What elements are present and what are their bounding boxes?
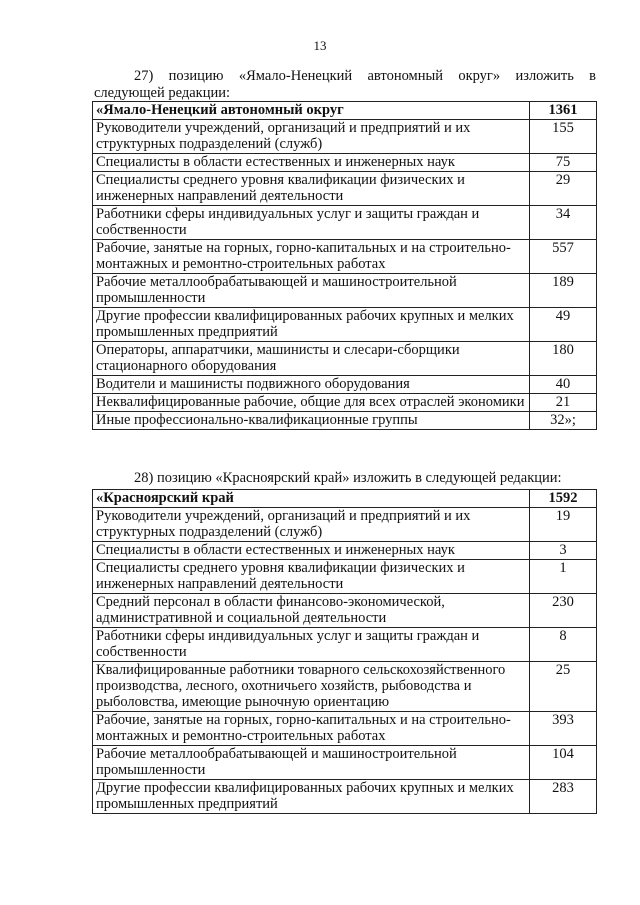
region-name: «Ямало-Ненецкий автономный округ [93, 102, 530, 120]
row-label: Рабочие металлообрабатывающей и машиностроительной промышленности [93, 746, 530, 780]
row-label: Другие профессии квалифицированных рабочих крупных и мелких промышленных предприятий [93, 308, 530, 342]
row-value: 393 [530, 712, 597, 746]
table-row [93, 560, 597, 594]
table-row [93, 308, 597, 342]
table-row [93, 206, 597, 240]
table-row [93, 240, 597, 274]
row-value: 29 [530, 172, 597, 206]
table-row [93, 376, 597, 394]
row-label: Неквалифицированные рабочие, общие для всех отраслей экономики [93, 394, 530, 412]
table-yamal [92, 101, 597, 430]
table-row [93, 712, 597, 746]
row-label: Рабочие металлообрабатывающей и машиностроительной промышленности [93, 274, 530, 308]
row-value: 25 [530, 662, 597, 712]
table-row [93, 542, 597, 560]
section-27-intro: 27) позицию «Ямало-Ненецкий автономный округ» изложить в следующей редакции: [94, 68, 596, 101]
row-label: Руководители учреждений, организаций и предприятий и их структурных подразделений (служб) [93, 508, 530, 542]
row-value: 32»; [530, 412, 597, 430]
table-row [93, 594, 597, 628]
table-row [93, 628, 597, 662]
row-value: 75 [530, 154, 597, 172]
row-value: 3 [530, 542, 597, 560]
row-value: 180 [530, 342, 597, 376]
table-row [93, 780, 597, 814]
table-row [93, 412, 597, 430]
table-row [93, 394, 597, 412]
table-row [93, 662, 597, 712]
region-name: «Красноярский край [93, 490, 530, 508]
region-total: 1592 [530, 490, 597, 508]
row-value: 557 [530, 240, 597, 274]
row-label: Операторы, аппаратчики, машинисты и слесари-сборщики стационарного оборудования [93, 342, 530, 376]
row-label: Специалисты в области естественных и инженерных наук [93, 542, 530, 560]
row-value: 8 [530, 628, 597, 662]
row-value: 230 [530, 594, 597, 628]
row-value: 21 [530, 394, 597, 412]
row-value: 49 [530, 308, 597, 342]
row-value: 34 [530, 206, 597, 240]
row-label: Рабочие, занятые на горных, горно-капитальных и на строительно-монтажных и ремонтно-строительных работах [93, 240, 530, 274]
row-value: 104 [530, 746, 597, 780]
row-value: 155 [530, 120, 597, 154]
row-label: Работники сферы индивидуальных услуг и защиты граждан и собственности [93, 628, 530, 662]
table-row [93, 154, 597, 172]
page-number: 13 [313, 38, 327, 53]
row-label: Специалисты среднего уровня квалификации физических и инженерных направлений деятельности [93, 172, 530, 206]
table-row [93, 172, 597, 206]
row-label: Специалисты в области естественных и инженерных наук [93, 154, 530, 172]
row-label: Рабочие, занятые на горных, горно-капитальных и на строительно-монтажных и ремонтно-строительных работах [93, 712, 530, 746]
row-label: Иные профессионально-квалификационные группы [93, 412, 530, 430]
section-28-intro: 28) позицию «Красноярский край» изложить в следующей редакции: [134, 470, 562, 486]
table-header-row [93, 490, 597, 508]
row-value: 1 [530, 560, 597, 594]
row-label: Другие профессии квалифицированных рабочих крупных и мелких промышленных предприятий [93, 780, 530, 814]
table-row [93, 746, 597, 780]
row-label: Специалисты среднего уровня квалификации физических и инженерных направлений деятельности [93, 560, 530, 594]
row-label: Работники сферы индивидуальных услуг и защиты граждан и собственности [93, 206, 530, 240]
table-header-row [93, 102, 597, 120]
table-row [93, 120, 597, 154]
row-label: Руководители учреждений, организаций и предприятий и их структурных подразделений (служб) [93, 120, 530, 154]
table-krasnoyarsk [92, 489, 597, 814]
row-label: Средний персонал в области финансово-экономической, административной и социальной деятельности [93, 594, 530, 628]
row-label: Водители и машинисты подвижного оборудования [93, 376, 530, 394]
row-value: 19 [530, 508, 597, 542]
table-row [93, 274, 597, 308]
row-value: 40 [530, 376, 597, 394]
region-total: 1361 [530, 102, 597, 120]
row-label: Квалифицированные работники товарного сельскохозяйственного производства, лесного, охотничьего хозяйств, рыбоводства и рыболовства, имеющие рыночную ориентацию [93, 662, 530, 712]
row-value: 283 [530, 780, 597, 814]
table-row [93, 342, 597, 376]
row-value: 189 [530, 274, 597, 308]
table-row [93, 508, 597, 542]
